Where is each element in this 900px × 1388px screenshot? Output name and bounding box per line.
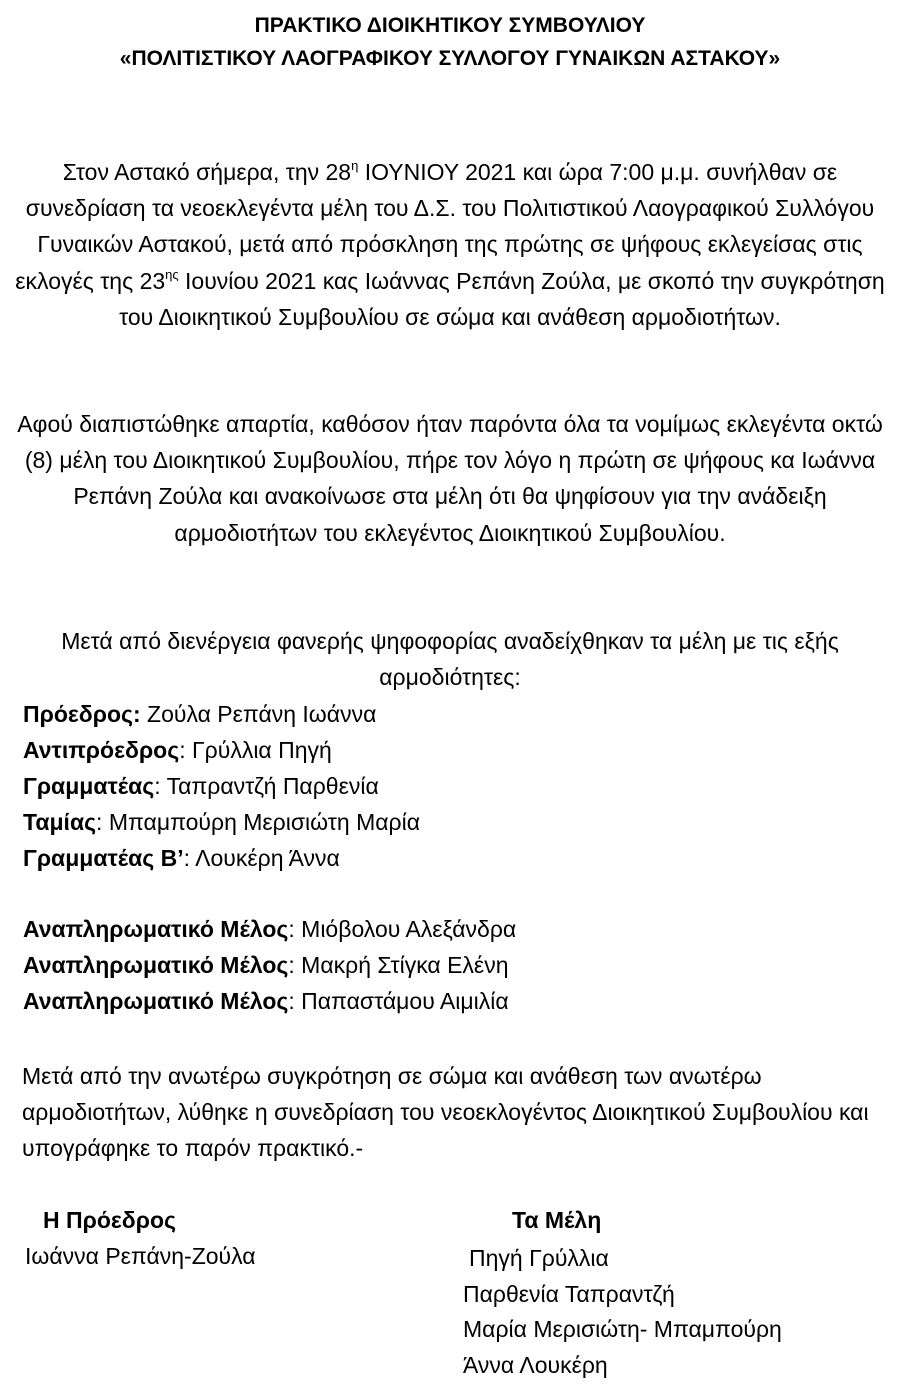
member-signature-name: Άννα Λουκέρη	[463, 1351, 608, 1378]
paragraph-quorum: Αφού διαπιστώθηκε απαρτία, καθόσον ήταν παρόντα όλα τα νομίμως εκλεγέντα οκτώ (8) μέλη του Διοικητικού Συμβουλίου, πήρε τον λόγο η πρώτη σε ψήφους κα Ιωάννα Ρεπάνη Ζούλα και ανακοίνωσε στα μέλη ότι θα ψηφίσουν για την ανάδειξη αρμοδιοτήτων του εκλεγέντος Διοικητικού Συμβουλίου.	[17, 411, 883, 546]
role-row-secretary	[23, 768, 883, 804]
member-signature-name: Παρθενία Ταπραντζή	[463, 1280, 675, 1307]
document-title-line-1: ΠΡΑΚΤΙΚΟ ΔΙΟΙΚΗΤΙΚΟΥ ΣΥΜΒΟΥΛΙΟΥ	[254, 14, 646, 37]
paragraph-1-text-c: Ιουνίου 2021 κας Ιωάννας Ρεπάνη Ζούλα, με σκοπό την συγκρότηση του Διοικητικού Συμβουλίου σε σώμα και ανάθεση αρμοδιοτήτων.	[119, 267, 885, 330]
role-row-vice-president	[23, 732, 883, 768]
president-signature-name: Ιωάννα Ρεπάνη-Ζούλα	[25, 1243, 256, 1269]
paragraph-meeting-intro	[10, 154, 890, 335]
role-name: : Μπαμπούρη Μερισιώτη Μαρία	[96, 809, 421, 835]
role-name: Ζούλα Ρεπάνη Ιωάννα	[140, 701, 377, 727]
paragraph-1-text-a: Στον Αστακό σήμερα, την 28	[62, 159, 352, 185]
paragraph-vote: Μετά από διενέργεια φανερής ψηφοφορίας αναδείχθηκαν τα μέλη με τις εξής αρμοδιότητες:	[61, 628, 839, 691]
roles-list	[23, 696, 883, 876]
paragraph-closing: Μετά από την ανωτέρω συγκρότηση σε σώμα και ανάθεση των ανωτέρω αρμοδιοτήτων, λύθηκε η συνεδρίαση του νεοεκλογέντος Διοικητικού Συμβουλίου και υπογράφηκε το παρόν πρακτικό.-	[22, 1063, 869, 1161]
role-title: Αντιπρόεδρος	[23, 737, 180, 763]
superscript-ordinal-28: η	[351, 158, 359, 173]
member-signature-name: Μαρία Μερισιώτη- Μπαμπούρη	[463, 1316, 782, 1342]
alternate-member-row	[23, 983, 883, 1019]
role-name: : Ταπραντζή Παρθενία	[154, 773, 379, 799]
role-title: Πρόεδρος:	[23, 701, 141, 727]
role-name: : Γρύλλια Πηγή	[179, 737, 332, 763]
role-title: Ταμίας	[23, 809, 97, 835]
president-signature-heading: Η Πρόεδρος	[43, 1207, 176, 1233]
role-name: : Μακρή Στίγκα Ελένη	[288, 952, 509, 978]
member-signature-name: Πηγή Γρύλλια	[469, 1245, 609, 1271]
role-name: : Παπαστάμου Αιμιλία	[288, 988, 509, 1014]
members-signature-list	[463, 1241, 782, 1383]
role-name: : Μιόβολου Αλεξάνδρα	[288, 916, 517, 942]
role-row-secretary-b	[23, 840, 883, 876]
role-title: Αναπληρωματικό Μέλος	[23, 916, 289, 942]
role-title: Γραμματέας Β’	[23, 845, 184, 871]
superscript-ordinal-23: ης	[165, 266, 179, 282]
members-signature-heading: Τα Μέλη	[512, 1207, 602, 1233]
role-title: Αναπληρωματικό Μέλος	[23, 988, 289, 1014]
role-row-president	[23, 696, 883, 732]
alternate-member-row	[23, 911, 883, 947]
role-title: Αναπληρωματικό Μέλος	[23, 952, 289, 978]
role-row-treasurer	[23, 804, 883, 840]
role-title: Γραμματέας	[23, 773, 155, 799]
alternate-member-row	[23, 947, 883, 983]
document-title-line-2: «ΠΟΛΙΤΙΣΤΙΚΟΥ ΛΑΟΓΡΑΦΙΚΟΥ ΣΥΛΛΟΓΟΥ ΓΥΝΑΙΚΩΝ ΑΣΤΑΚΟΥ»	[119, 47, 781, 70]
role-name: : Λουκέρη Άννα	[183, 845, 340, 871]
alternate-members-list	[23, 911, 883, 1019]
paragraph-1-text-b: ΙΟΥΝΙΟΥ 2021 και ώρα 7:00 μ.μ. συνήλθαν σε συνεδρίαση τα νεοεκλεγέντα μέλη του Δ.Σ. του Πολιτιστικού Λαογραφικού Συλλόγου Γυναικών Αστακού, μετά από πρόσκληση της πρώτης σε ψήφους εκλεγείσας στις εκλογές της 23	[15, 159, 875, 294]
